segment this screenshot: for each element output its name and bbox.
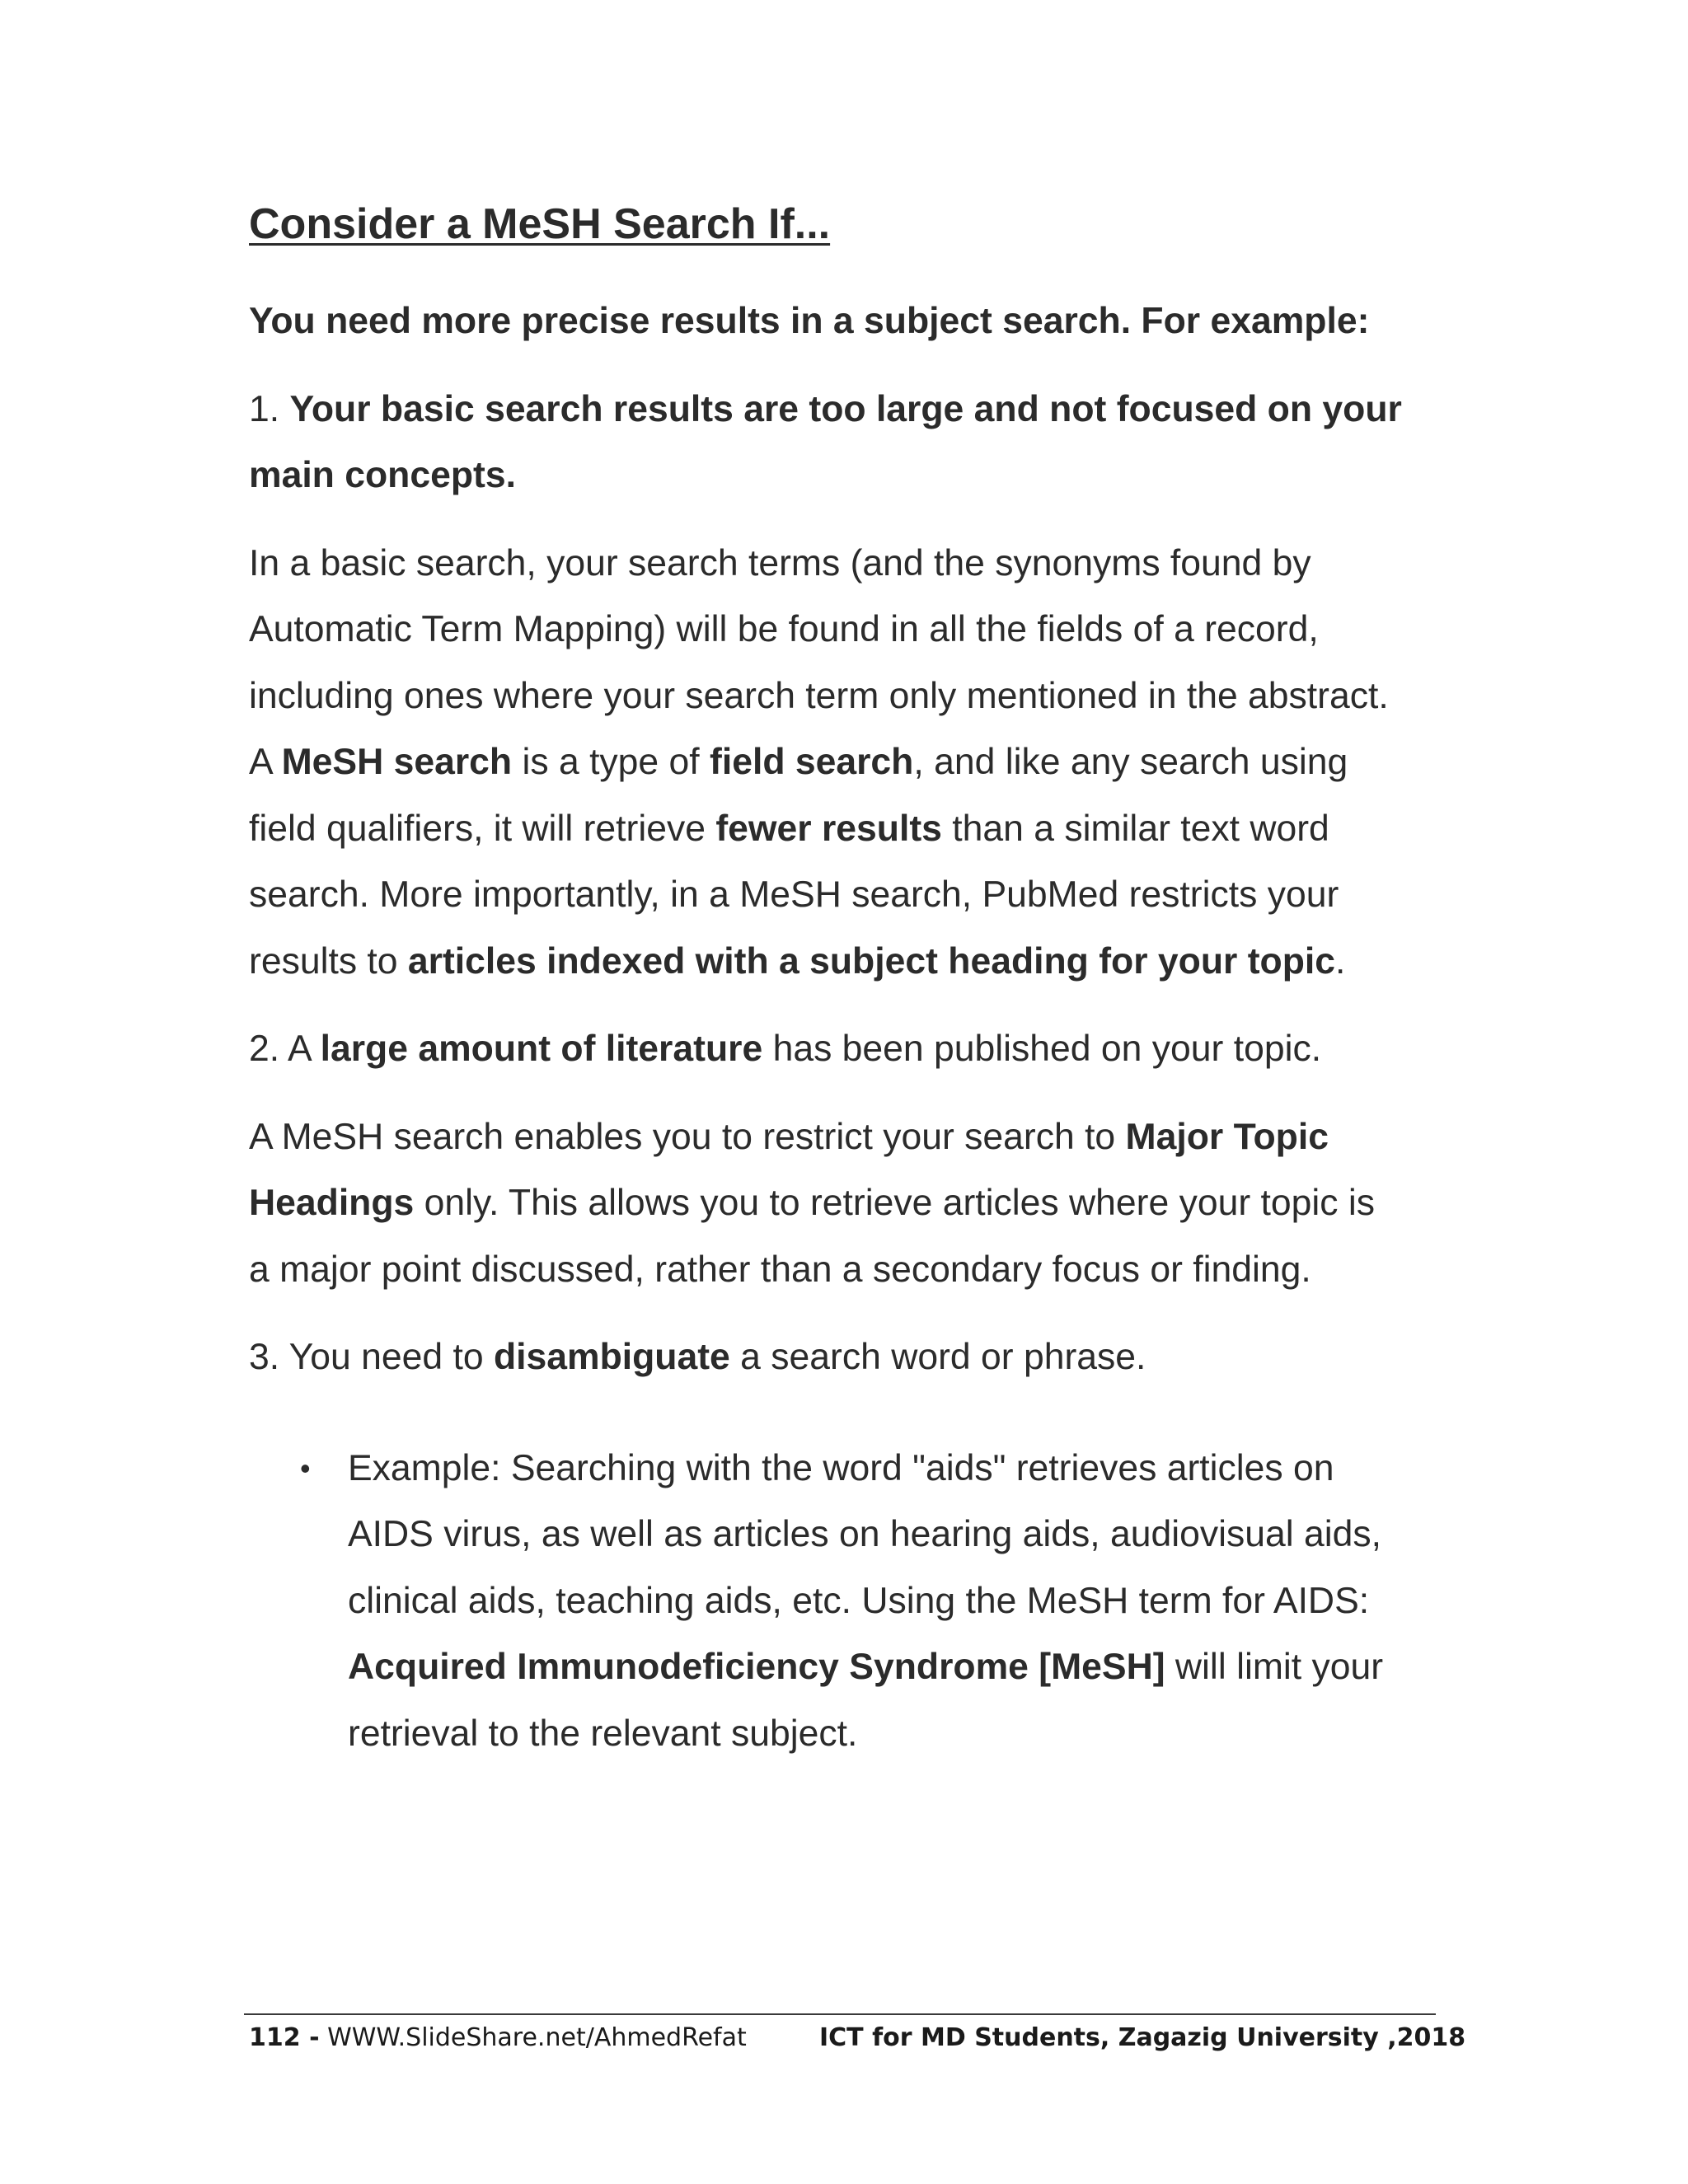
text-run: will limit your retrieval to the relevant subject. (348, 1647, 1384, 1754)
footer-divider (244, 2013, 1436, 2015)
bold-run: Major Topic Headings (249, 1116, 1329, 1223)
footer-site-link: WWW.SlideShare.net/AhmedRefat (319, 2023, 747, 2052)
text-run: than a similar text word search. More importantly, in a MeSH search, PubMed restricts your results to (249, 808, 1339, 982)
footer-course-title: ICT for MD Students, Zagazig University ,2018 (819, 2023, 1466, 2052)
list-item-3 (249, 1324, 1403, 1391)
text-run: In a basic search, your search terms (and the synonyms found by Automatic Term Mapping) will be found in all the fields of a record, including ones where your search term only mentioned in the abstract. A (249, 542, 1389, 782)
item-1-number: 1. (249, 388, 290, 429)
text-run: is a type of (512, 742, 710, 782)
text-run: , and like any search using field qualifiers, it will retrieve (249, 742, 1348, 849)
bold-run: MeSH search (281, 742, 513, 782)
lead-paragraph: You need more precise results in a subject search. For example: (249, 301, 1370, 341)
text-run: 2. A (249, 1029, 321, 1069)
page-content (249, 196, 1403, 1767)
text-run: has been published on your topic. (762, 1029, 1322, 1069)
bold-run: large amount of literature (320, 1029, 763, 1069)
text-run: . (1335, 940, 1346, 982)
item-1-text: Your basic search results are too large and not focused on your main concepts. (249, 388, 1402, 495)
text-run: 3. You need to (249, 1337, 494, 1377)
bullet-dot-icon: • (300, 1451, 311, 1485)
bold-run: Acquired Immunodeficiency Syndrome [MeSH] (348, 1647, 1165, 1687)
page-number: 112 - (249, 2023, 320, 2052)
page-footer (249, 2018, 1466, 2059)
bold-run: field search (710, 742, 914, 782)
bold-run: fewer results (715, 808, 942, 849)
text-run: a search word or phrase. (729, 1337, 1146, 1377)
list-item-1 (249, 377, 1403, 509)
bold-run: disambiguate (493, 1337, 730, 1377)
paragraph-basic-search (249, 531, 1403, 996)
bullet-item-aids-example (249, 1436, 1403, 1768)
bold-run: articles indexed with a subject heading for your topic (407, 940, 1335, 982)
text-run: Example: Searching with the word "aids" retrieves articles on AIDS virus, as well as articles on hearing aids, audiovisual aids, clinical aids, teaching aids, etc. Using the MeSH term for AIDS: (348, 1447, 1382, 1621)
list-item-2 (249, 1016, 1403, 1083)
paragraph-major-topic (249, 1104, 1403, 1304)
text-run: A MeSH search enables you to restrict your search to (249, 1116, 1126, 1157)
bullet-list (249, 1436, 1403, 1768)
text-run: only. This allows you to retrieve articles where your topic is a major point discussed, rather than a secondary focus or finding. (249, 1183, 1376, 1290)
section-heading: Consider a MeSH Search If... (249, 200, 831, 248)
